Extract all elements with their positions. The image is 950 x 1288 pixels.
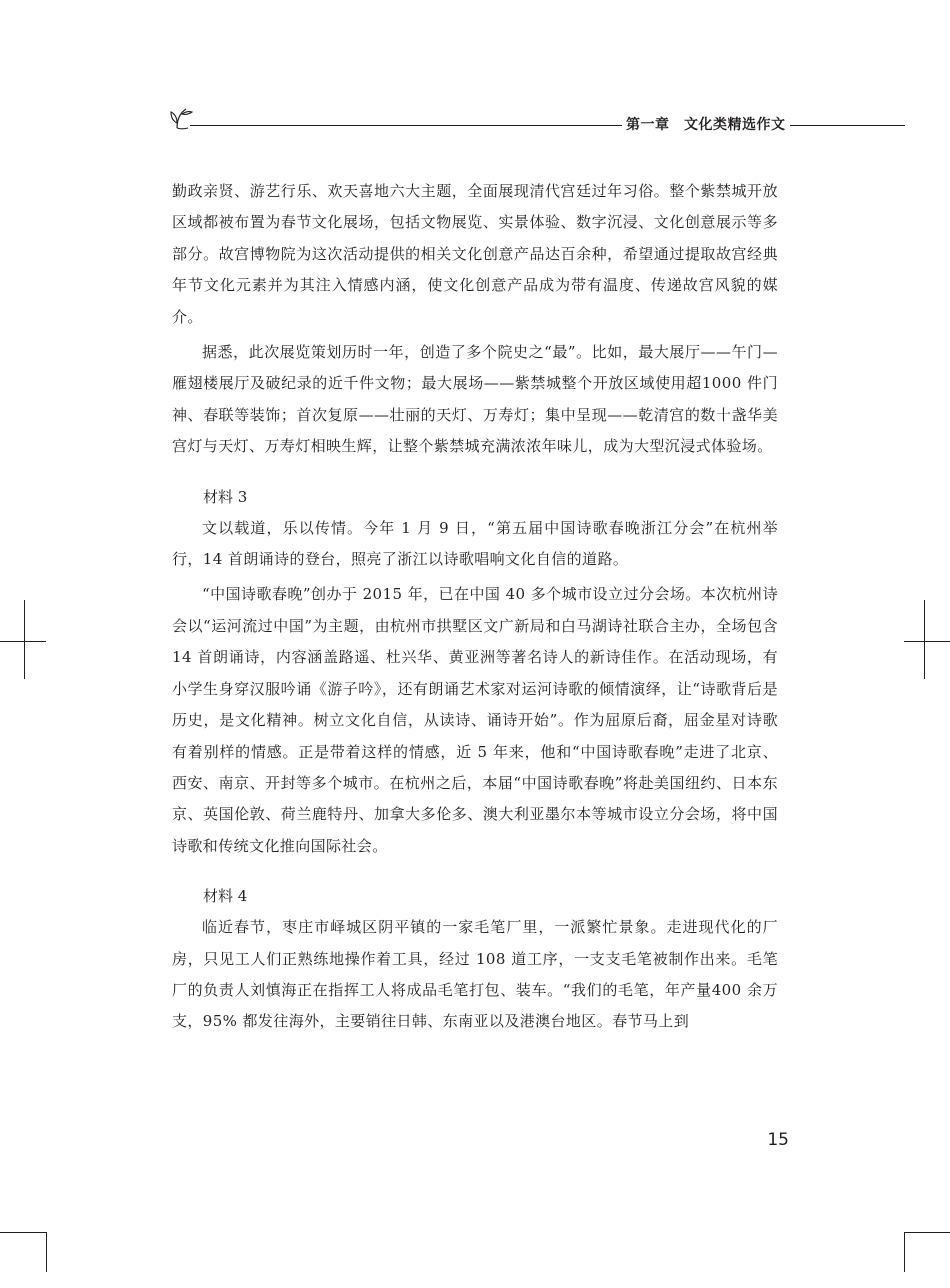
crop-mark xyxy=(924,600,925,679)
page-number: 15 xyxy=(767,1130,789,1150)
chapter-title: 第一章 文化类精选作文 xyxy=(622,117,790,133)
crop-mark xyxy=(46,1232,47,1272)
crop-mark xyxy=(0,1232,46,1233)
crop-mark xyxy=(904,641,950,642)
sprout-icon xyxy=(168,101,194,131)
crop-mark xyxy=(904,1232,905,1272)
material-label: 材料 3 xyxy=(203,487,248,506)
crop-mark xyxy=(24,600,25,679)
paragraph: 临近春节，枣庄市峄城区阴平镇的一家毛笔厂里，一派繁忙景象。走进现代化的厂房，只见工人们正熟练地操作着工具，经过 108 道工序，一支支毛笔被制作出来。毛笔厂的负责人刘慎海正在指挥工人将成品毛笔打包、装车。“我们的毛笔，年产量400 余万支，95% 都发往海外，主要销往日韩、东南亚以及港澳台地区。春节马上到 xyxy=(172,918,778,1031)
paragraph: 据悉，此次展览策划历时一年，创造了多个院史之“最”。比如，最大展厅——午门—雁翅楼展厅及破纪录的近千件文物；最大展场——紫禁城整个开放区域使用超1000 件门神、春联等装饰；首次复原——壮丽的天灯、万寿灯；集中呈现——乾清宫的数十盏华美宫灯与天灯、万寿灯相映生辉，让整个紫禁城充满浓浓年味儿，成为大型沉浸式体验场。 xyxy=(172,343,778,456)
crop-mark xyxy=(904,1232,950,1233)
paragraph-continued: 勤政亲贤、游艺行乐、欢天喜地六大主题，全面展现清代宫廷过年习俗。整个紫禁城开放区域都被布置为春节文化展场，包括文物展览、实景体验、数字沉浸、文化创意展示等多部分。故宫博物院为这次活动提供的相关文化创意产品达百余种，希望通过提取故宫经典年节文化元素并为其注入情感内涵，使文化创意产品成为带有温度、传递故宫风貌的媒介。 xyxy=(172,182,778,326)
crop-mark xyxy=(0,641,46,642)
material-label: 材料 4 xyxy=(203,887,248,906)
paragraph: 文以载道，乐以传情。今年 1 月 9 日，“第五届中国诗歌春晚浙江分会”在杭州举行，14 首朗诵诗的登台，照亮了浙江以诗歌唱响文化自信的道路。 xyxy=(172,518,778,569)
paragraph: “中国诗歌春晚”创办于 2015 年，已在中国 40 多个城市设立过分会场。本次杭州诗会以“运河流过中国”为主题，由杭州市拱墅区文广新局和白马湖诗社联合主办，全场包含 14 首朗诵诗，内容涵盖路遥、杜兴华、黄亚洲等著名诗人的新诗佳作。在活动现场，有小学生身穿汉服吟诵《游子吟》，还有朗诵艺术家对运河诗歌的倾情演绎，让“诗歌背后是历史，是文化精神。树立文化自信，从读诗、诵诗开始”。作为屈原后裔，屈金星对诗歌有着别样的情感。正是带着这样的情感，近 5 年来，他和“中国诗歌春晚”走进了北京、西安、南京、开封等多个城市。在杭州之后，本届“中国诗歌春晚”将赴美国纽约、日本东京、英国伦敦、荷兰鹿特丹、加拿大多伦多、澳大利亚墨尔本等城市设立分会场，将中国诗歌和传统文化推向国际社会。 xyxy=(172,585,778,855)
article-body xyxy=(172,176,778,1038)
header-rule xyxy=(190,125,905,126)
